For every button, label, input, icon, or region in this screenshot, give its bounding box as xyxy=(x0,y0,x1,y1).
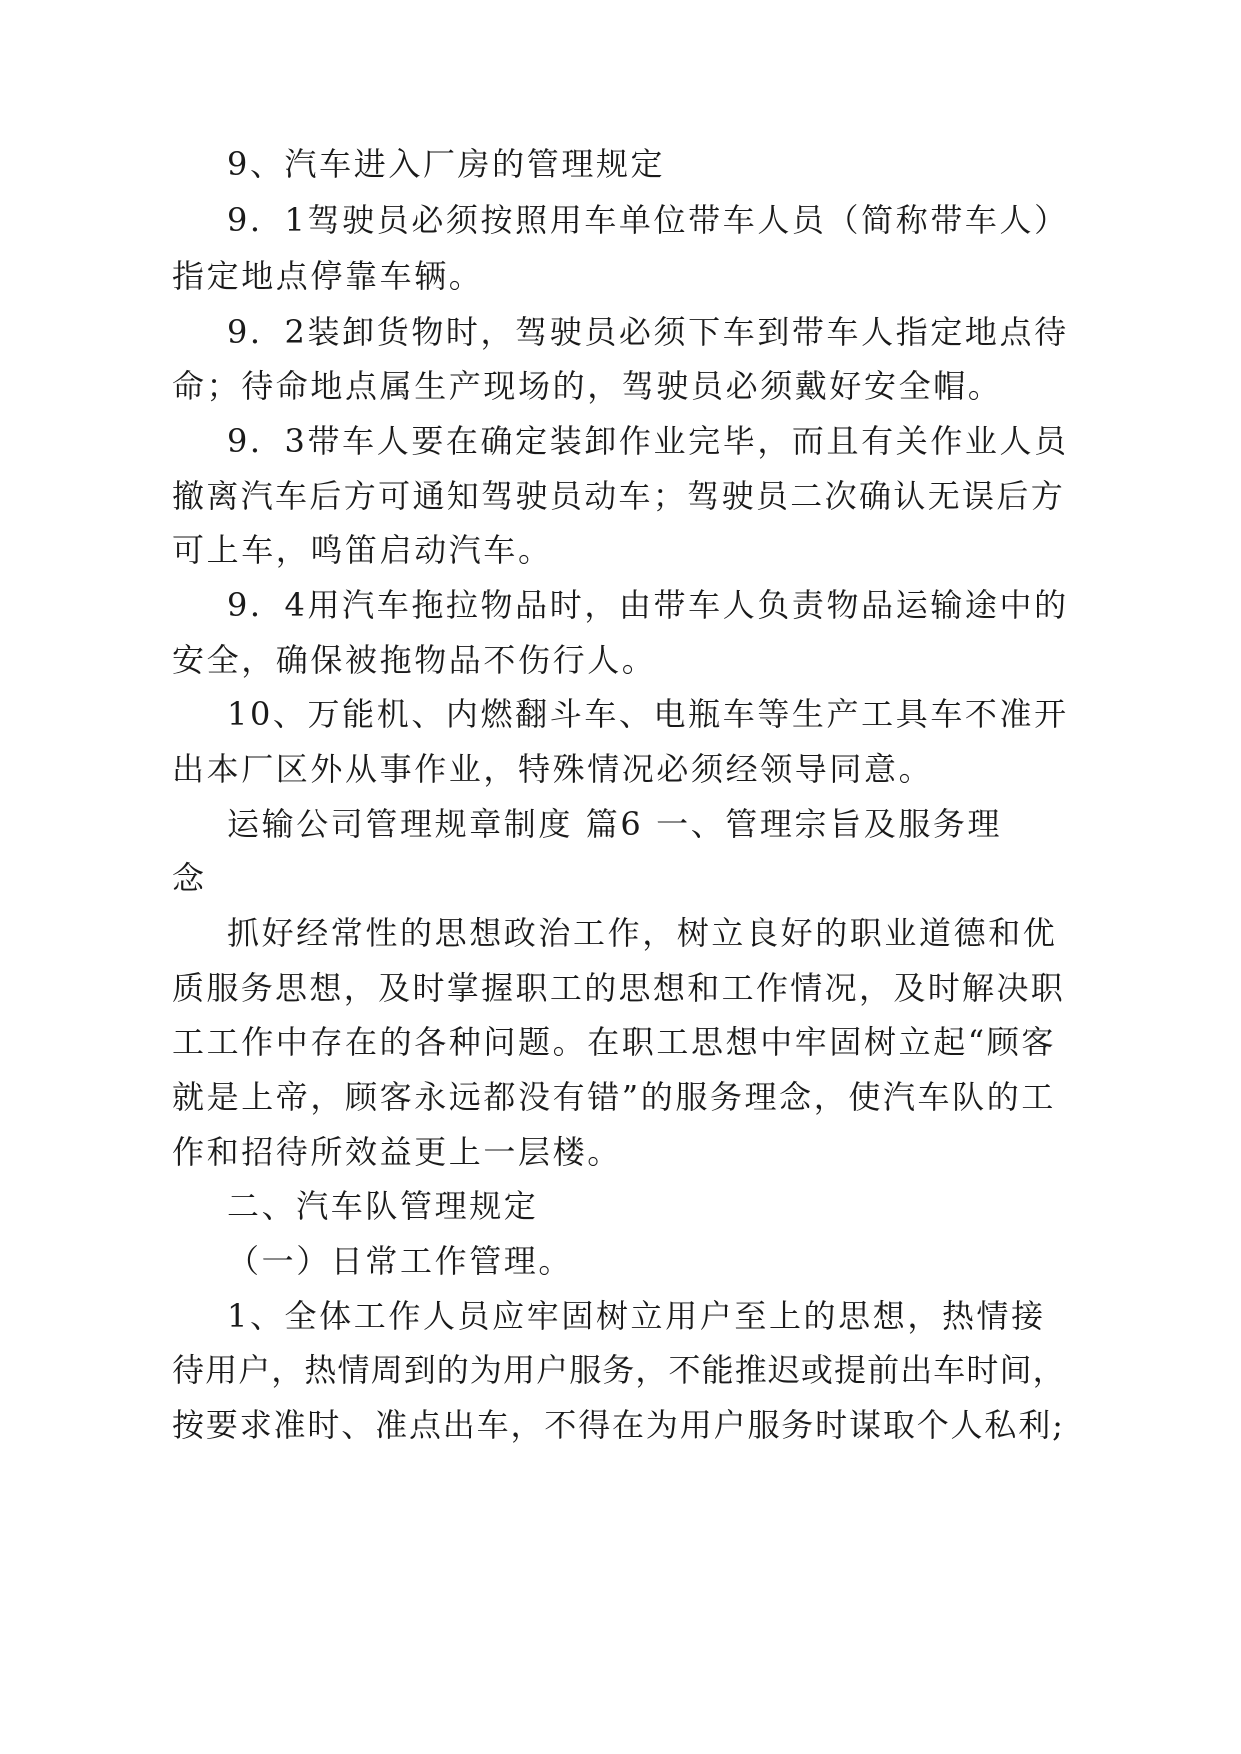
text-line: 按要求准时、准点出车，不得在为用户服务时谋取个人私利; xyxy=(172,1406,1065,1444)
text-line: （一）日常工作管理。 xyxy=(227,1242,574,1280)
text-line: 作和招待所效益更上一层楼。 xyxy=(172,1133,622,1171)
text-line: 念 xyxy=(172,859,207,897)
text-line: 命；待命地点属生产现场的，驾驶员必须戴好安全帽。 xyxy=(172,367,1003,405)
text-line: 抓好经常性的思想政治工作，树立良好的职业道德和优 xyxy=(227,914,1058,952)
text-line: 可上车，鸣笛启动汽车。 xyxy=(172,531,553,569)
text-line: 9．4用汽车拖拉物品时，由带车人负责物品运输途中的 xyxy=(227,586,1069,624)
text-line: 指定地点停靠车辆。 xyxy=(172,257,484,295)
text-line: 9、汽车进入厂房的管理规定 xyxy=(227,145,666,183)
text-line: 安全，确保被拖物品不伤行人。 xyxy=(172,641,657,679)
text-line: 质服务思想，及时掌握职工的思想和工作情况，及时解决职 xyxy=(172,969,1066,1007)
text-line: 工工作中存在的各种问题。在职工思想中牢固树立起“顾客 xyxy=(172,1023,1056,1061)
text-line: 9．3带车人要在确定装卸作业完毕，而且有关作业人员 xyxy=(227,422,1069,460)
text-line: 二、汽车队管理规定 xyxy=(227,1187,539,1225)
text-line: 运输公司管理规章制度 篇6 一、管理宗旨及服务理 xyxy=(227,805,1003,843)
text-line: 9．2装卸货物时，驾驶员必须下车到带车人指定地点待 xyxy=(227,313,1069,351)
text-line: 10、万能机、内燃翻斗车、电瓶车等生产工具车不准开 xyxy=(227,695,1069,733)
text-line: 9．1驾驶员必须按照用车单位带车人员（简称带车人） xyxy=(227,201,1069,239)
text-line: 就是上帝，顾客永远都没有错”的服务理念，使汽车队的工 xyxy=(172,1078,1056,1116)
text-line: 撤离汽车后方可通知驾驶员动车；驾驶员二次确认无误后方 xyxy=(172,477,1066,515)
text-line: 待用户，热情周到的为用户服务，不能推迟或提前出车时间， xyxy=(172,1351,1066,1389)
text-line: 1、全体工作人员应牢固树立用户至上的思想，热情接 xyxy=(227,1297,1046,1335)
text-line: 出本厂区外从事作业，特殊情况必须经领导同意。 xyxy=(172,750,934,788)
